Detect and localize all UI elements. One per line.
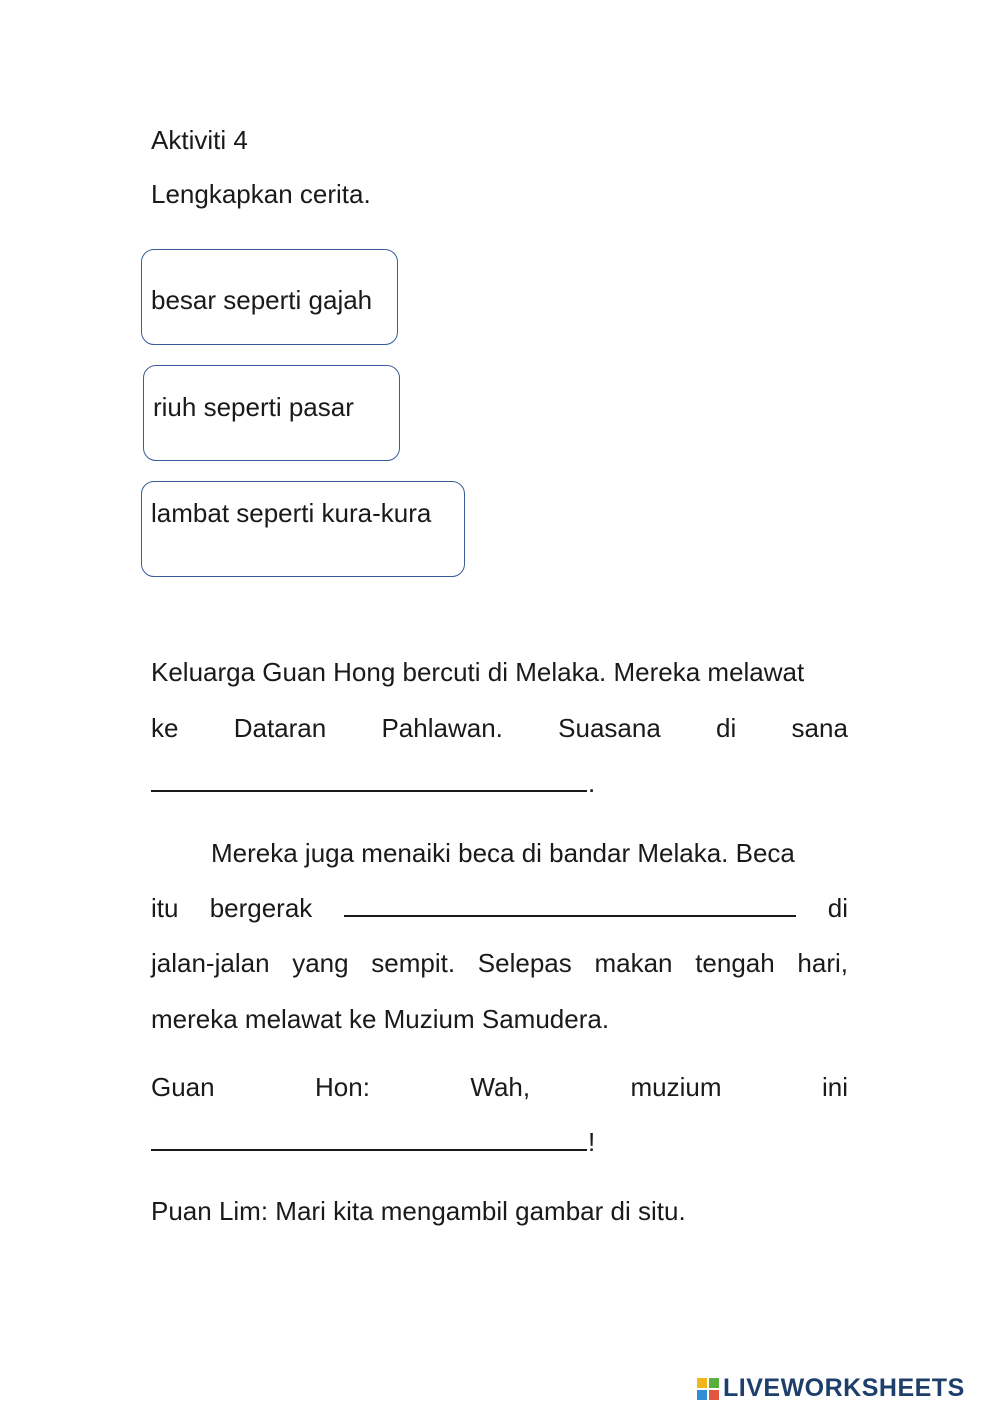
- word-bank-item[interactable]: [141, 481, 465, 577]
- story-line: [151, 893, 848, 923]
- story-word: Pahlawan.: [381, 713, 503, 743]
- story-word: sana: [791, 713, 848, 743]
- story-word: tengah: [695, 948, 775, 978]
- story-word: Dataran: [233, 713, 327, 743]
- story-word: Guan: [151, 1072, 215, 1102]
- instruction-text: Lengkapkan cerita.: [151, 179, 371, 209]
- logo-icon: [697, 1378, 719, 1400]
- activity-title: Aktiviti 4: [151, 125, 248, 155]
- story-word: bergerak: [209, 893, 313, 923]
- story-word: di: [716, 713, 737, 743]
- logo-square-yellow: [697, 1378, 707, 1388]
- story-word: ini: [821, 1072, 848, 1102]
- story-word: Hon:: [315, 1072, 370, 1102]
- story-word: yang: [292, 948, 349, 978]
- dialogue-line: [151, 1072, 848, 1102]
- story-word: sempit.: [371, 948, 456, 978]
- liveworksheets-logo: [697, 1374, 965, 1403]
- story-word: makan: [594, 948, 673, 978]
- logo-square-blue: [697, 1390, 707, 1400]
- story-word: muzium: [630, 1072, 722, 1102]
- story-line: Mereka juga menaiki beca di bandar Melaka. Beca: [211, 838, 795, 868]
- story-word: Suasana: [558, 713, 661, 743]
- story-line: mereka melawat ke Muzium Samudera.: [151, 1004, 610, 1034]
- punctuation: !: [588, 1127, 596, 1157]
- story-word: ke: [151, 713, 179, 743]
- dialogue-line: [151, 1127, 595, 1157]
- punctuation: .: [588, 768, 596, 798]
- story-word: Selepas: [477, 948, 572, 978]
- answer-blank-1[interactable]: [151, 768, 587, 792]
- word-bank-item[interactable]: [143, 365, 400, 461]
- answer-blank-2[interactable]: [344, 893, 796, 917]
- story-word: di: [827, 893, 848, 923]
- word-bank-label: riuh seperti pasar: [153, 392, 354, 422]
- brand-name: LIVEWORKSHEETS: [723, 1374, 965, 1402]
- answer-blank-3[interactable]: [151, 1127, 587, 1151]
- story-word: itu: [151, 893, 179, 923]
- story-line: [151, 948, 848, 978]
- story-line: [151, 713, 848, 743]
- story-word: Wah,: [470, 1072, 531, 1102]
- word-bank-item[interactable]: [141, 249, 398, 345]
- word-bank-label: besar seperti gajah: [151, 285, 373, 315]
- logo-square-green: [709, 1378, 719, 1388]
- story-line: [151, 768, 595, 798]
- story-word: jalan-jalan: [151, 948, 270, 978]
- story-word: hari,: [797, 948, 848, 978]
- dialogue-line: Puan Lim: Mari kita mengambil gambar di situ.: [151, 1196, 686, 1226]
- logo-square-red: [709, 1390, 719, 1400]
- story-line: Keluarga Guan Hong bercuti di Melaka. Mereka melawat: [151, 657, 805, 687]
- word-bank-label: lambat seperti kura-kura: [151, 498, 432, 528]
